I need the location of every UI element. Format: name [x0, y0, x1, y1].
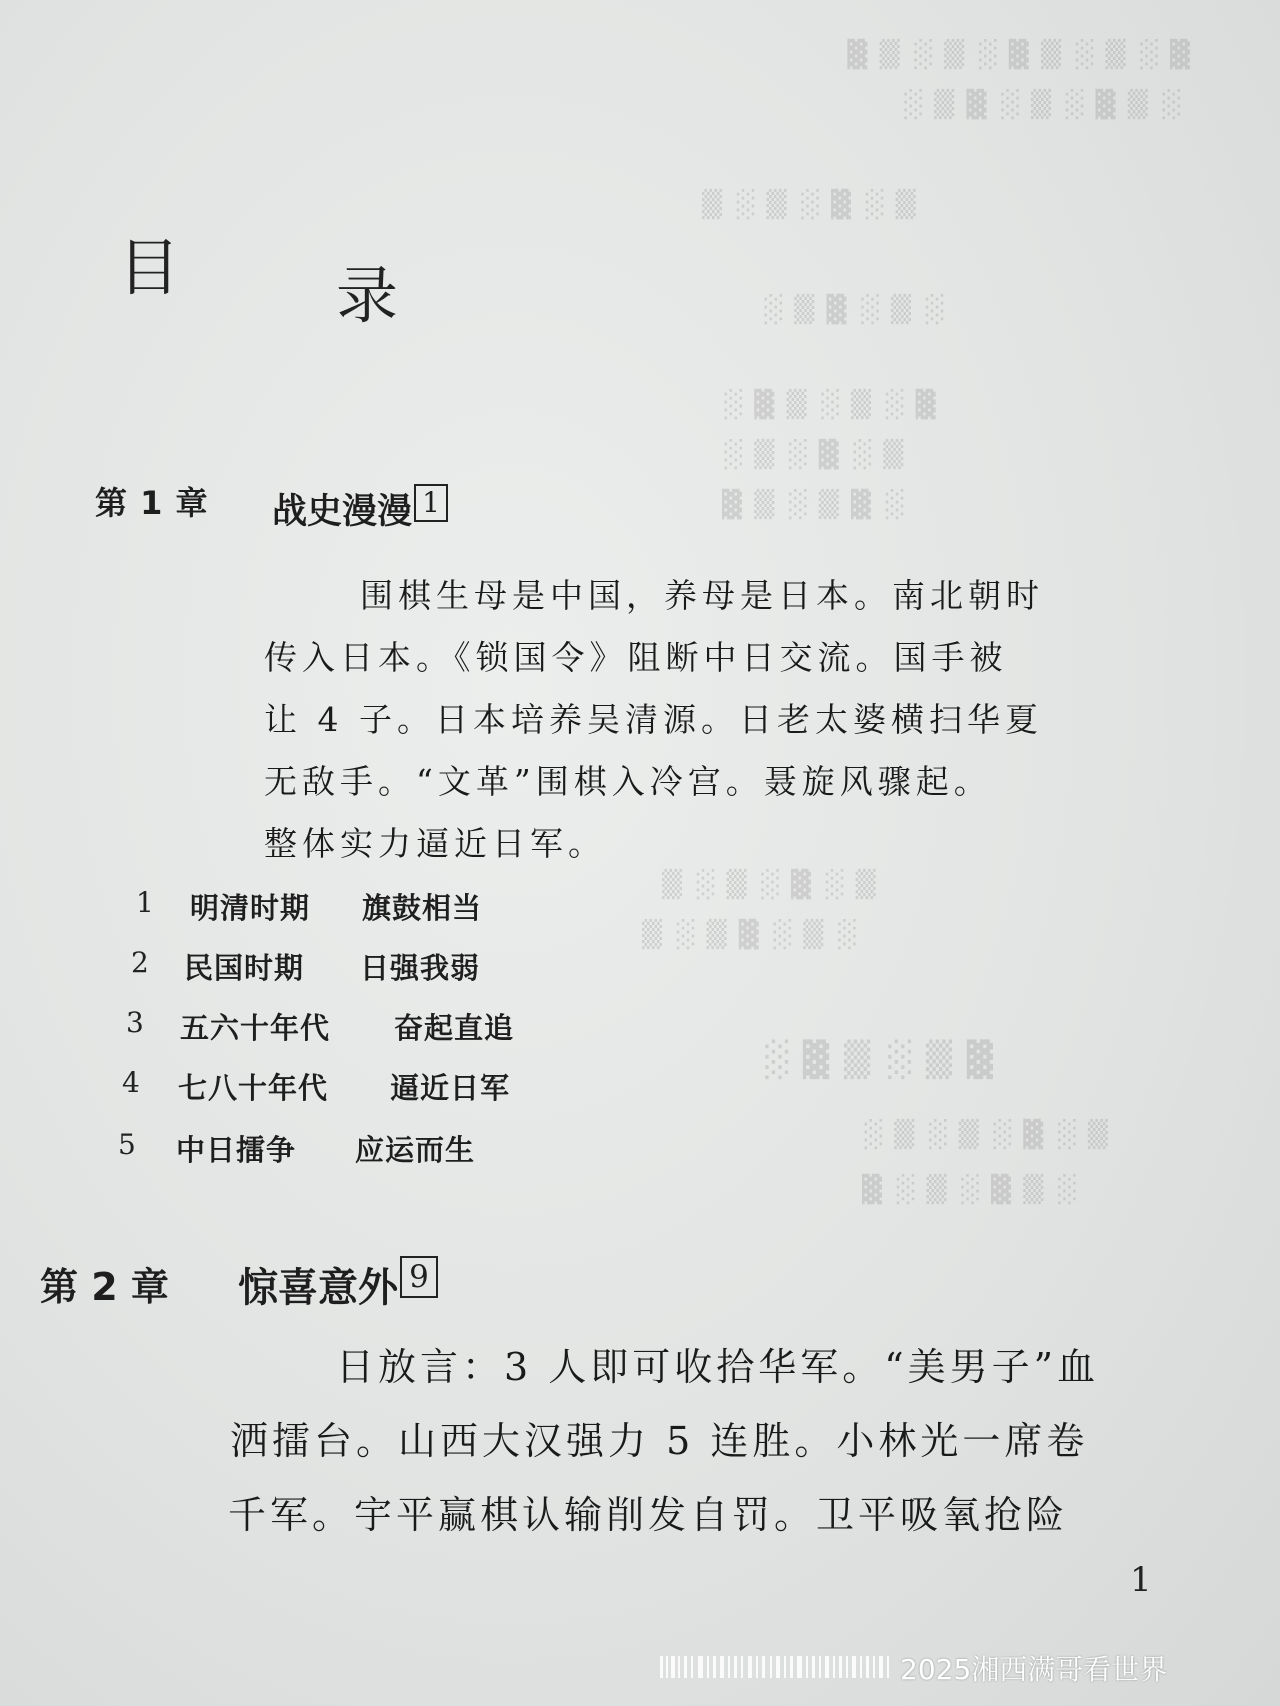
chapter-1-title	[272, 484, 448, 534]
watermark-text: 2025湘西满哥看世界	[900, 1653, 1168, 1686]
book-page: ▓ ░ ▒ ░ ▒ ▓ ░ ▒ ░ ▒ ▓ ░ ▒ ▓ ░ ▒ ░ ▓ ▒ ░ ▒ ░ ▓ ░ ▒ ░ ▒ ░ ▒ ░ ▓ ▒ ░ ▓ ░ ▒ ░ ▒ ▓ ░ ▒ ░ ▓ ░ ▒ ░ ░ ▓ ▒ ░ ▒ ▓ ▒ ░ ▓ ░ ▒ ░ ▒ ░ ▒ ░ ▓ ▒ ░ ▒ ▓ ▒ ░ ▒ ▓ ░ ▒ ░ ▓ ░ ▒ ░ ▒ ░ ░ ▒ ▓ ░ ▒ ░ ▓ 目 录 第 1 章 战史漫漫 1 围棋生母是中国，养母是日本。南北朝时 传入日本。《锁国令》阻断中日交流。国手被 让 4 子。日本培养吴清源。日老太婆横扫华夏 无敌手。“文革”围棋入冷宫。聂旋风骤起。 整体实力逼近日军。 1 明清时期 旗鼓相当 2 民国时期 日强我弱 3 五六十年代 奋起直追 4 七八十年代 逼近日军 5 中日擂争 应运而生 第 2 章 惊喜意外 9 日放言：3 人即可收拾华军。“美男子”血 洒擂台。山西大汉强力 5 连胜。小林光一席卷 千军。宇平赢棋认输削发自罚。卫平吸氧抢险 1 2025湘西满哥看世界	[40, 40, 1190, 1686]
section-subtitle: 逼近日军	[390, 1071, 511, 1105]
watermark-barcode-icon	[660, 1652, 895, 1682]
section-title: 民国时期	[184, 951, 305, 985]
page-title-char-1: 目	[118, 231, 181, 304]
section-title: 五六十年代	[180, 1011, 331, 1045]
section-title: 七八十年代	[178, 1071, 329, 1105]
summary-line: 让 4 子。日本培养吴清源。日老太婆横扫华夏	[264, 700, 1043, 739]
section-subtitle: 日强我弱	[360, 951, 481, 985]
section-title: 明清时期	[190, 891, 311, 925]
summary-line: 千军。宇平赢棋认输削发自罚。卫平吸氧抢险	[228, 1493, 1069, 1537]
chapter-2-page-box: 9	[400, 1256, 438, 1298]
page-title-char-2: 录	[336, 259, 399, 332]
summary-line: 整体实力逼近日军。	[264, 824, 606, 863]
chapter-2-name: 惊喜意外	[238, 1265, 398, 1311]
summary-line: 传入日本。《锁国令》阻断中日交流。国手被	[264, 638, 1008, 677]
summary-line: 洒擂台。山西大汉强力 5 连胜。小林光一席卷	[230, 1419, 1089, 1463]
section-number: 2	[131, 946, 149, 979]
section-title: 中日擂争	[176, 1133, 297, 1167]
summary-line: 无敌手。“文革”围棋入冷宫。聂旋风骤起。	[264, 762, 992, 801]
section-subtitle: 应运而生	[355, 1133, 476, 1167]
chapter-2-number: 第 2 章	[40, 1265, 169, 1309]
section-subtitle: 奋起直追	[394, 1011, 515, 1045]
section-number: 4	[122, 1066, 140, 1099]
section-number: 1	[136, 886, 154, 919]
section-number: 5	[118, 1128, 136, 1161]
chapter-1-name: 战史漫漫	[272, 492, 413, 532]
chapter-2-title	[238, 1256, 438, 1313]
chapter-1-number: 第 1 章	[95, 484, 209, 522]
page-number: 1	[1130, 1560, 1152, 1600]
section-number: 3	[126, 1006, 144, 1039]
summary-line: 围棋生母是中国，养母是日本。南北朝时	[360, 576, 1044, 615]
chapter-1-page-box: 1	[414, 484, 448, 522]
section-subtitle: 旗鼓相当	[362, 891, 483, 925]
summary-line: 日放言：3 人即可收拾华军。“美男子”血	[336, 1345, 1100, 1389]
